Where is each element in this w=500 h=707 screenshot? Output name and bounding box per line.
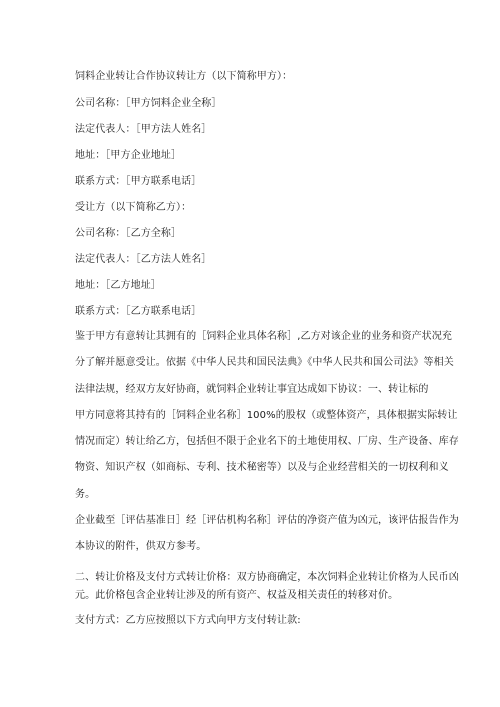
party-a-contact: 联系方式：［甲方联系电话］ — [75, 176, 202, 187]
subject-line-4: 务。 — [75, 489, 96, 500]
party-a-address: 地址：［甲方企业地址］ — [75, 150, 182, 161]
preamble-line-1: 鉴于甲方有意转让其拥有的［饲料企业具体名称］,乙方对该企业的业务和资产状况充 — [75, 331, 452, 342]
party-a-company-name: 公司名称：［甲方饲料企业全称］ — [75, 98, 222, 109]
party-b-contact: 联系方式：［乙方联系电话］ — [75, 306, 202, 317]
preamble-line-2: 分了解并愿意受让。依据《中华人民共和国民法典》《中华人民共和国公司法》等相关 — [75, 357, 454, 368]
subject-line-2: 情况而定）转让给乙方，包括但不限于企业名下的土地使用权、厂房、生产设备、库存 — [75, 436, 459, 447]
heading-transferee: 受让方（以下简称乙方）： — [75, 202, 192, 213]
payment-method-line: 支付方式：乙方应按照以下方式向甲方支付转让款: — [75, 615, 301, 626]
subject-line-3: 物资、知识产权（如商标、专利、技术秘密等）以及与企业经营相关的一切权利和义 — [75, 462, 449, 473]
party-b-address: 地址：［乙方地址］ — [75, 280, 161, 291]
price-line-1: 二、转让价格及支付方式转让价格：双方协商确定，本次饲料企业转让价格为人民币凶 — [75, 572, 459, 583]
price-line-2: 元。此价格包含企业转让涉及的所有资产、权益及相关责任的转移对价。 — [75, 590, 399, 601]
party-b-company-name: 公司名称：［乙方全称］ — [75, 228, 182, 239]
valuation-line-2: 本协议的附件，供双方参考。 — [75, 541, 207, 552]
subject-line-1: 甲方同意将其持有的［饲料企业名称］100%的股权（或整体资产，具体根据实际转让 — [75, 410, 458, 421]
heading-transferor: 饲料企业转让合作协议转让方（以下简称甲方）： — [75, 71, 293, 82]
preamble-line-3: 法律法规，经双方友好协商，就饲料企业转让事宜达成如下协议：一、转让标的 — [75, 384, 429, 395]
valuation-line-1: 企业截至［评估基准日］经［评估机构名称］评估的净资产值为凶元，该评估报告作为 — [75, 515, 459, 526]
party-b-legal-representative: 法定代表人：［乙方法人姓名］ — [75, 254, 212, 265]
party-a-legal-representative: 法定代表人：［甲方法人姓名］ — [75, 124, 212, 135]
